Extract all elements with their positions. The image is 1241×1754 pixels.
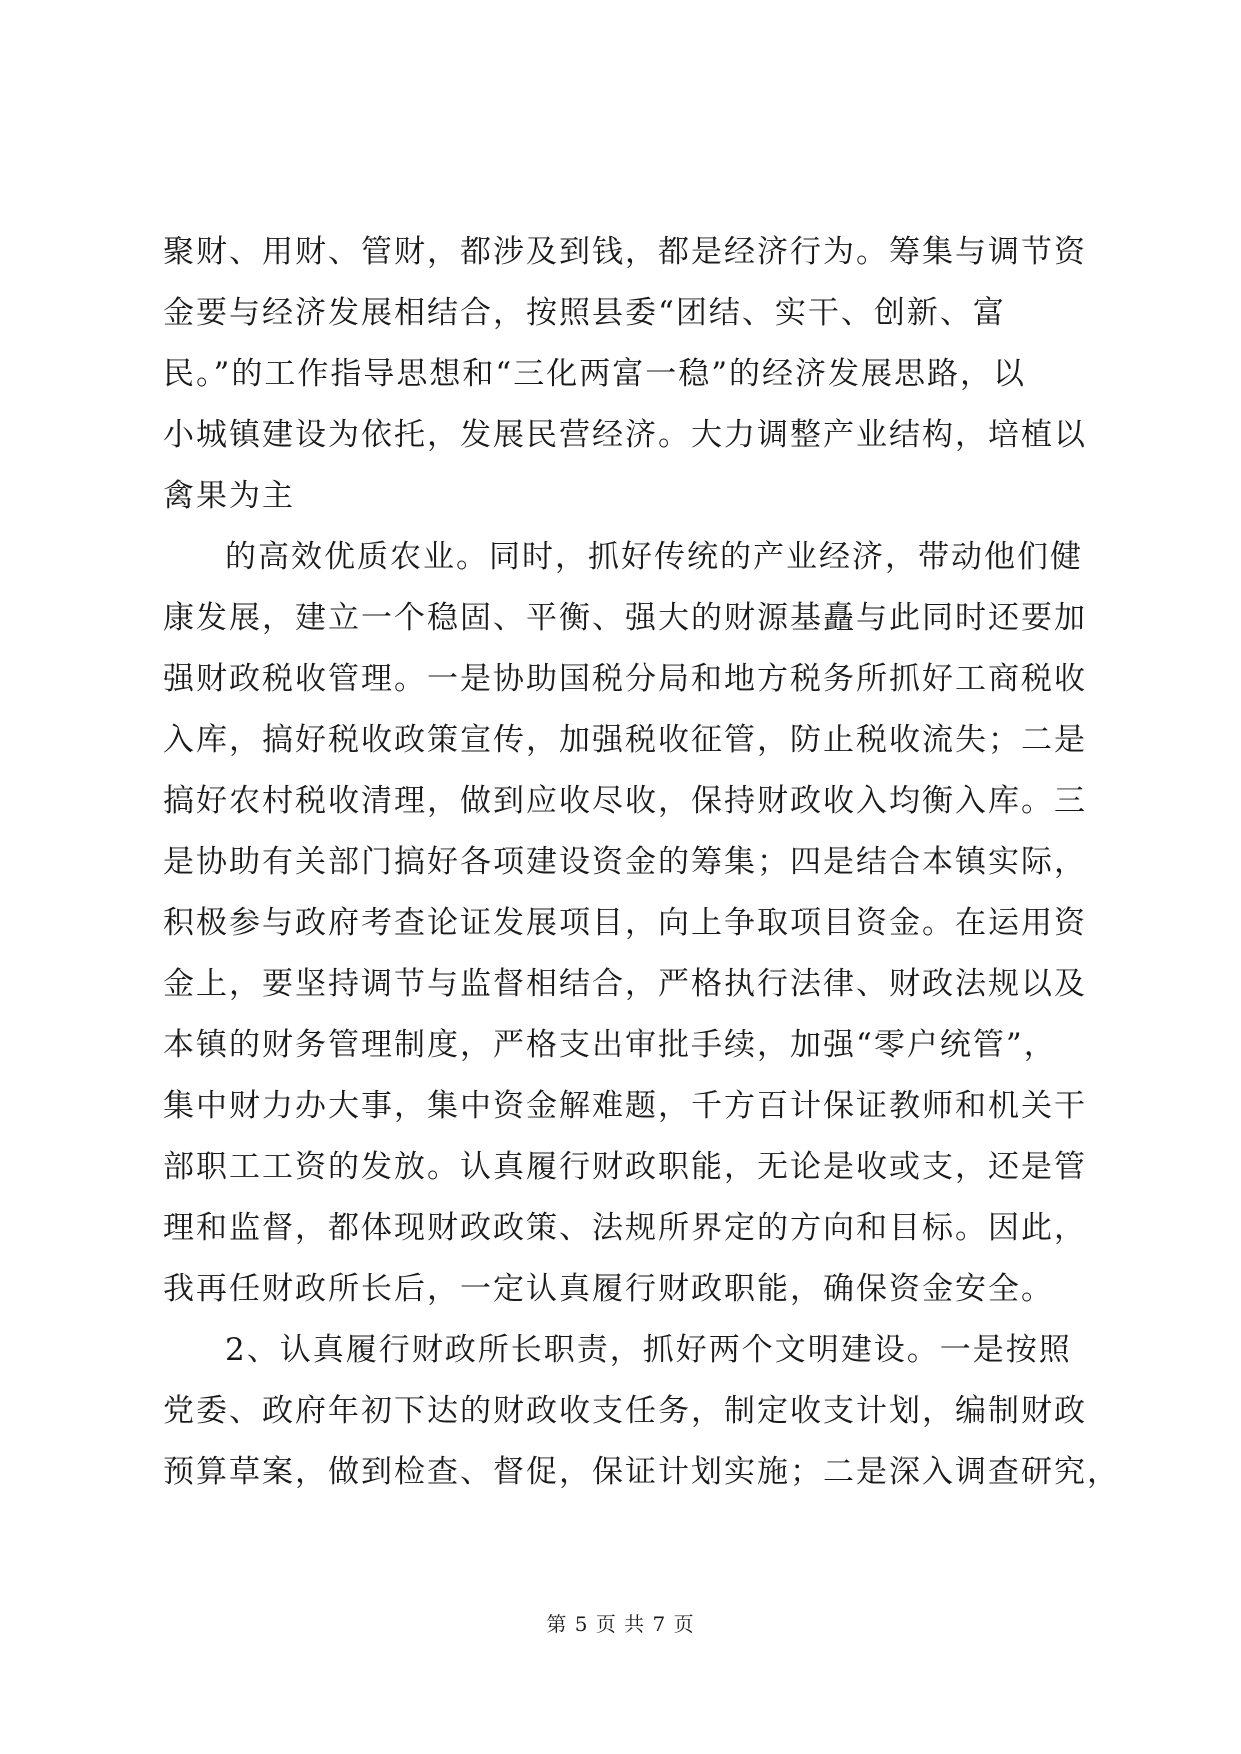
text-line: 搞好农村税收清理，做到应收尽收，保持财政收入均衡入库。三 [163, 783, 1087, 819]
text-line: 是协助有关部门搞好各项建设资金的筹集；四是结合本镇实际， [163, 844, 1087, 880]
text-line: 本镇的财务管理制度，严格支出审批手续，加强“零户统管”， [163, 1027, 1057, 1063]
text-line: 民。”的工作指导思想和“三化两富一稳”的经济发展思路，以 [163, 356, 1027, 392]
text-line: 入库，搞好税收政策宣传，加强税收征管，防止税收流失；二是 [163, 722, 1087, 758]
text-line: 金要与经济发展相结合，按照县委“团结、实干、创新、富 [163, 295, 1006, 331]
text-line: 预算草案，做到检查、督促，保证计划实施；二是深入调查研究， [163, 1454, 1120, 1490]
text-line: 我再任财政所长后，一定认真履行财政职能，确保资金安全。 [163, 1271, 1054, 1307]
text-line: 金上，要坚持调节与监督相结合，严格执行法律、财政法规以及 [163, 966, 1087, 1002]
page-number-footer: 第 5 页 共 7 页 [546, 1612, 695, 1636]
text-line: 小城镇建设为依托，发展民营经济。大力调整产业结构，培植以 [163, 417, 1087, 453]
text-line: 集中财力办大事，集中资金解难题，千方百计保证教师和机关干 [163, 1088, 1087, 1124]
text-line: 部职工工资的发放。认真履行财政职能，无论是收或支，还是管 [163, 1149, 1087, 1185]
document-body [163, 222, 1120, 1503]
text-line: 2、认真履行财政所长职责，抓好两个文明建设。一是按照 [225, 1332, 1072, 1368]
text-line: 康发展，建立一个稳固、平衡、强大的财源基矗与此同时还要加 [163, 600, 1087, 636]
text-line: 的高效优质农业。同时，抓好传统的产业经济，带动他们健 [225, 539, 1083, 575]
text-line: 党委、政府年初下达的财政收支任务，制定收支计划，编制财政 [163, 1393, 1087, 1429]
text-line: 禽果为主 [163, 478, 295, 514]
text-line: 强财政税收管理。一是协助国税分局和地方税务所抓好工商税收 [163, 661, 1087, 697]
text-line: 聚财、用财、管财，都涉及到钱，都是经济行为。筹集与调节资 [163, 234, 1087, 270]
text-line: 积极参与政府考查论证发展项目，向上争取项目资金。在运用资 [163, 905, 1087, 941]
text-line: 理和监督，都体现财政政策、法规所界定的方向和目标。因此， [163, 1210, 1087, 1246]
